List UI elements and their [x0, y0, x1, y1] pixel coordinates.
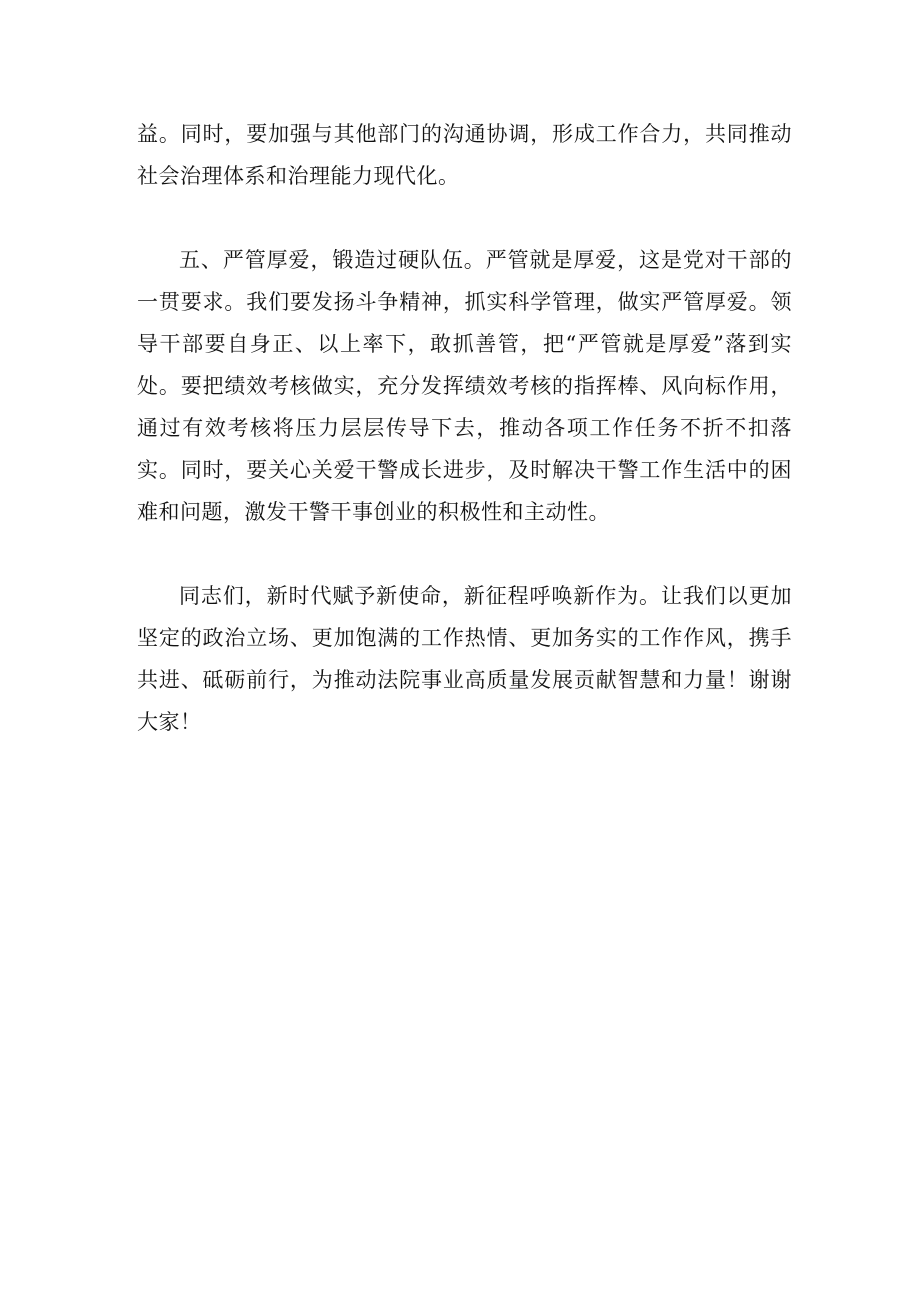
paragraph-continuation: 益。同时，要加强与其他部门的沟通协调，形成工作合力，共同推动社会治理体系和治理能力现代化。 — [137, 122, 792, 188]
paragraph-spacer — [137, 533, 792, 575]
paragraph-closing: 同志们，新时代赋予新使命，新征程呼唤新作为。让我们以更加坚定的政治立场、更加饱满的工作热情、更加务实的工作作风，携手共进、砥砺前行，为推动法院事业高质量发展贡献智慧和力量！谢谢大家！ — [137, 584, 792, 734]
paragraph-spacer — [137, 197, 792, 239]
paragraph-section-five: 五、严管厚爱，锻造过硬队伍。严管就是厚爱，这是党对干部的一贯要求。我们要发扬斗争精神，抓实科学管理，做实严管厚爱。领导干部要自身正、以上率下，敢抓善管，把“严管就是厚爱”落到实处。要把绩效考核做实，充分发挥绩效考核的指挥棒、风向标作用，通过有效考核将压力层层传导下去，推动各项工作任务不折不扣落实。同时，要关心关爱干警成长进步，及时解决干警工作生活中的困难和问题，激发干警干事创业的积极性和主动性。 — [137, 248, 792, 524]
document-body — [137, 113, 792, 743]
